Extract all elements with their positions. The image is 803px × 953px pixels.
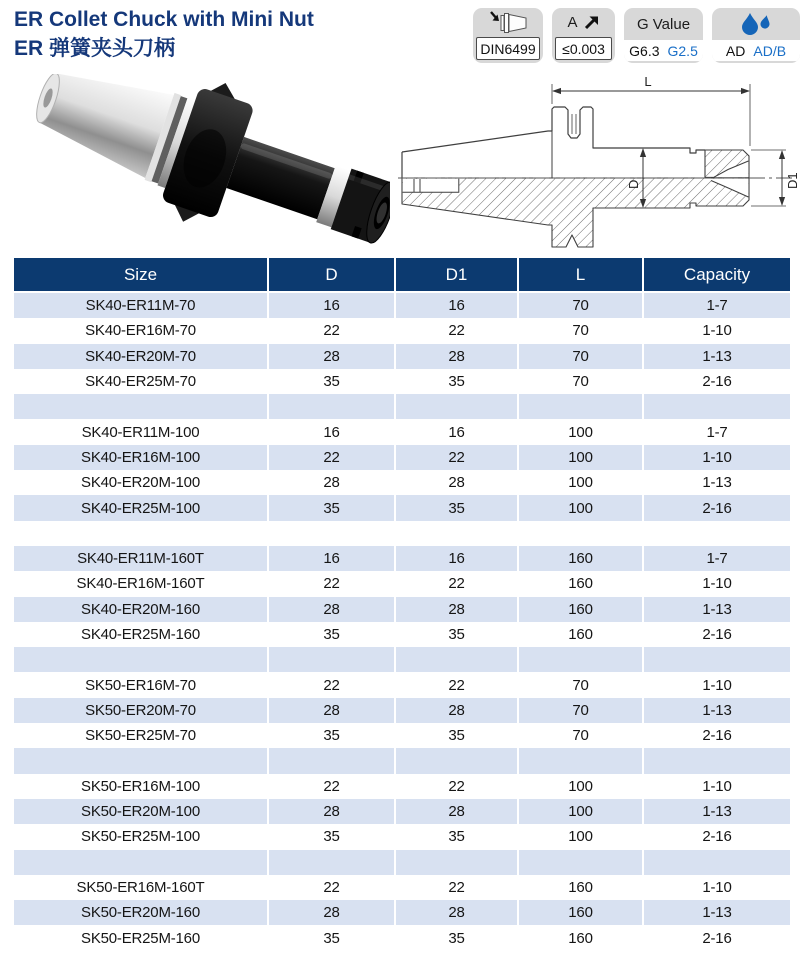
table-cell: 28 — [395, 344, 518, 369]
coolant-droplets-icon — [739, 12, 773, 36]
table-cell: 22 — [395, 875, 518, 900]
table-row — [14, 925, 790, 950]
table-cell: SK40-ER25M-100 — [14, 495, 268, 520]
technical-drawing — [396, 70, 800, 256]
table-cell: 1-10 — [702, 676, 732, 694]
table-cell — [395, 647, 518, 672]
table-cell: 70 — [518, 318, 643, 343]
table-row — [14, 824, 790, 849]
table-cell — [14, 748, 268, 773]
table-cell: 28 — [395, 470, 518, 495]
table-cell: 1-10 — [702, 777, 732, 795]
table-cell: SK50-ER25M-100 — [14, 824, 268, 849]
table-cell: 35 — [395, 723, 518, 748]
table-cell: 35 — [395, 925, 518, 950]
table-cell: 2-16 — [702, 727, 732, 745]
table-cell — [643, 850, 790, 875]
table-cell: 28 — [268, 597, 395, 622]
table-cell: SK40-ER11M-100 — [14, 419, 268, 444]
table-cell: SK50-ER20M-160 — [14, 900, 268, 925]
table-spacer-row — [14, 647, 790, 672]
table-cell: 100 — [518, 470, 643, 495]
table-cell — [643, 521, 790, 546]
table-cell: 35 — [268, 369, 395, 394]
table-cell: 2-16 — [643, 495, 790, 520]
dim-label-body-diameter: D — [626, 179, 641, 189]
table-row — [14, 369, 790, 394]
table-cell: 35 — [268, 622, 395, 647]
badge-din-standard — [473, 8, 543, 63]
table-row — [14, 698, 790, 723]
table-cell: 70 — [518, 672, 643, 697]
table-cell — [14, 850, 268, 875]
table-cell — [643, 647, 790, 672]
table-row — [14, 672, 790, 697]
table-spacer-row — [14, 394, 790, 419]
table-cell: 100 — [518, 445, 643, 470]
table-cell: 100 — [518, 774, 643, 799]
table-cell: 1-13 — [702, 474, 732, 492]
table-cell: 2-16 — [702, 373, 732, 391]
table-cell: 160 — [518, 900, 643, 925]
table-cell — [14, 521, 268, 546]
table-cell — [518, 748, 643, 773]
table-row — [14, 597, 790, 622]
table-cell: 160 — [518, 875, 643, 900]
table-cell — [518, 394, 643, 419]
table-row — [14, 875, 790, 900]
table-cell: SK50-ER20M-100 — [14, 799, 268, 824]
table-cell: 1-7 — [643, 292, 790, 318]
table-cell: 28 — [268, 344, 395, 369]
table-cell: 100 — [518, 495, 643, 520]
badge-coolant — [712, 8, 800, 63]
table-cell: 2-16 — [702, 929, 732, 947]
table-cell: SK40-ER16M-160T — [14, 571, 268, 596]
table-cell: 70 — [518, 723, 643, 748]
table-cell: SK40-ER11M-70 — [14, 292, 268, 318]
table-cell: SK40-ER11M-160T — [14, 546, 268, 571]
table-cell: 100 — [518, 419, 643, 444]
table-cell: 28 — [395, 698, 518, 723]
table-cell — [643, 394, 790, 419]
table-cell: 1-10 — [702, 878, 732, 896]
table-row — [14, 900, 790, 925]
table-cell: 35 — [395, 824, 518, 849]
table-cell — [268, 521, 395, 546]
table-cell: 16 — [268, 419, 395, 444]
table-cell: 1-7 — [706, 423, 728, 441]
table-cell: 16 — [395, 292, 518, 318]
table-cell: 28 — [268, 698, 395, 723]
g-value-label: G Value — [636, 15, 691, 33]
title-block — [14, 5, 314, 63]
table-cell: 22 — [268, 445, 395, 470]
table-cell: 22 — [395, 774, 518, 799]
table-cell — [395, 394, 518, 419]
dim-label-nut-diameter: D1 — [785, 172, 800, 189]
table-row — [14, 292, 790, 318]
table-cell: 100 — [518, 799, 643, 824]
table-cell: 160 — [518, 622, 643, 647]
table-cell: 1-13 — [643, 597, 790, 622]
table-cell: 16 — [395, 546, 518, 571]
din-standard-value: DIN6499 — [476, 37, 540, 60]
table-cell: 35 — [268, 824, 395, 849]
table-cell: SK50-ER25M-70 — [14, 723, 268, 748]
table-cell: SK40-ER16M-70 — [14, 318, 268, 343]
table-cell: 28 — [395, 799, 518, 824]
table-row — [14, 318, 790, 343]
table-cell: 16 — [268, 546, 395, 571]
table-cell: 35 — [395, 622, 518, 647]
table-row — [14, 344, 790, 369]
spec-badges — [473, 8, 800, 63]
table-cell — [268, 850, 395, 875]
technical-drawing-image — [396, 70, 800, 256]
table-cell — [14, 647, 268, 672]
table-cell: 35 — [395, 369, 518, 394]
table-cell: 22 — [395, 445, 518, 470]
page-title-zh: ER 弹簧夹头刀柄 — [14, 37, 176, 60]
table-cell: 100 — [518, 824, 643, 849]
badge-g-value — [624, 8, 703, 63]
table-cell: 22 — [395, 318, 518, 343]
table-cell: 1-13 — [643, 344, 790, 369]
table-cell: 2-16 — [702, 626, 732, 643]
table-cell — [14, 394, 268, 419]
column-header-d: D — [268, 258, 395, 292]
table-spacer-row — [14, 850, 790, 875]
table-cell: SK40-ER20M-100 — [14, 470, 268, 495]
table-cell — [268, 748, 395, 773]
table-cell: 160 — [518, 571, 643, 596]
table-cell — [518, 521, 643, 546]
column-header-d1: D1 — [395, 258, 518, 292]
table-cell — [395, 850, 518, 875]
table-cell: 1-13 — [643, 799, 790, 824]
table-cell: SK50-ER16M-70 — [14, 672, 268, 697]
table-row — [14, 419, 790, 444]
table-cell: 1-13 — [643, 900, 790, 925]
table-cell: 70 — [518, 369, 643, 394]
table-cell: SK40-ER25M-70 — [14, 369, 268, 394]
column-header-size: Size — [14, 258, 268, 292]
table-cell: 28 — [395, 597, 518, 622]
arrow-up-right-icon — [583, 14, 600, 31]
table-cell: SK40-ER20M-160 — [14, 597, 268, 622]
table-cell — [395, 748, 518, 773]
table-cell: 160 — [518, 925, 643, 950]
table-cell: SK50-ER20M-70 — [14, 698, 268, 723]
table-cell: 22 — [268, 571, 395, 596]
table-cell — [643, 748, 790, 773]
table-cell — [518, 850, 643, 875]
table-cell: 22 — [268, 672, 395, 697]
table-row — [14, 495, 790, 520]
table-cell: 22 — [268, 318, 395, 343]
table-cell: 28 — [268, 900, 395, 925]
table-cell: SK50-ER25M-160 — [14, 925, 268, 950]
table-cell: 16 — [268, 292, 395, 318]
product-photo — [18, 74, 390, 256]
table-cell: SK50-ER16M-100 — [14, 774, 268, 799]
table-row — [14, 774, 790, 799]
table-cell: 1-7 — [643, 546, 790, 571]
table-cell — [268, 647, 395, 672]
column-header-l: L — [518, 258, 643, 292]
product-photo-image — [18, 74, 390, 256]
table-cell: 28 — [268, 470, 395, 495]
runout-label: A — [567, 14, 578, 31]
table-cell: 22 — [395, 571, 518, 596]
table-cell: 70 — [518, 292, 643, 318]
table-row — [14, 546, 790, 571]
table-cell: 70 — [518, 344, 643, 369]
table-cell: 22 — [268, 774, 395, 799]
table-cell — [395, 521, 518, 546]
table-spacer-row — [14, 521, 790, 546]
table-cell: SK40-ER16M-100 — [14, 445, 268, 470]
table-cell: 35 — [268, 495, 395, 520]
table-header-row — [14, 258, 790, 292]
table-cell: 35 — [395, 495, 518, 520]
table-cell: 28 — [395, 900, 518, 925]
table-body — [14, 292, 790, 951]
table-cell: SK40-ER20M-70 — [14, 344, 268, 369]
table-cell — [268, 394, 395, 419]
coolant-values: AD AD/B — [712, 40, 800, 61]
column-header-capacity: Capacity — [643, 258, 790, 292]
table-cell: 160 — [518, 597, 643, 622]
table-cell: 35 — [268, 723, 395, 748]
table-cell: SK40-ER25M-160 — [14, 622, 268, 647]
table-cell: 70 — [518, 698, 643, 723]
table-cell: 160 — [518, 546, 643, 571]
badge-runout — [552, 8, 615, 63]
runout-value: ≤0.003 — [555, 37, 612, 60]
table-row — [14, 445, 790, 470]
table-cell: 1-10 — [643, 445, 790, 470]
table-row — [14, 571, 790, 596]
table-cell: 1-10 — [702, 322, 732, 340]
page-title-en: ER Collet Chuck with Mini Nut — [14, 8, 314, 31]
table-row — [14, 799, 790, 824]
table-cell — [518, 647, 643, 672]
table-cell: 2-16 — [702, 828, 732, 846]
table-cell: 1-13 — [643, 698, 790, 723]
dim-label-length: L — [644, 74, 652, 89]
table-row — [14, 622, 790, 647]
table-cell: 22 — [268, 875, 395, 900]
g-value-values: G6.3 G2.5 — [624, 40, 703, 61]
table-row — [14, 470, 790, 495]
toolholder-icon — [488, 10, 528, 36]
table-cell: 1-10 — [702, 575, 732, 593]
table-spacer-row — [14, 748, 790, 773]
table-cell: 16 — [395, 419, 518, 444]
table-cell: SK50-ER16M-160T — [14, 875, 268, 900]
spec-table — [14, 258, 790, 951]
table-cell: 28 — [268, 799, 395, 824]
table-cell: 35 — [268, 925, 395, 950]
table-cell: 22 — [395, 672, 518, 697]
table-row — [14, 723, 790, 748]
